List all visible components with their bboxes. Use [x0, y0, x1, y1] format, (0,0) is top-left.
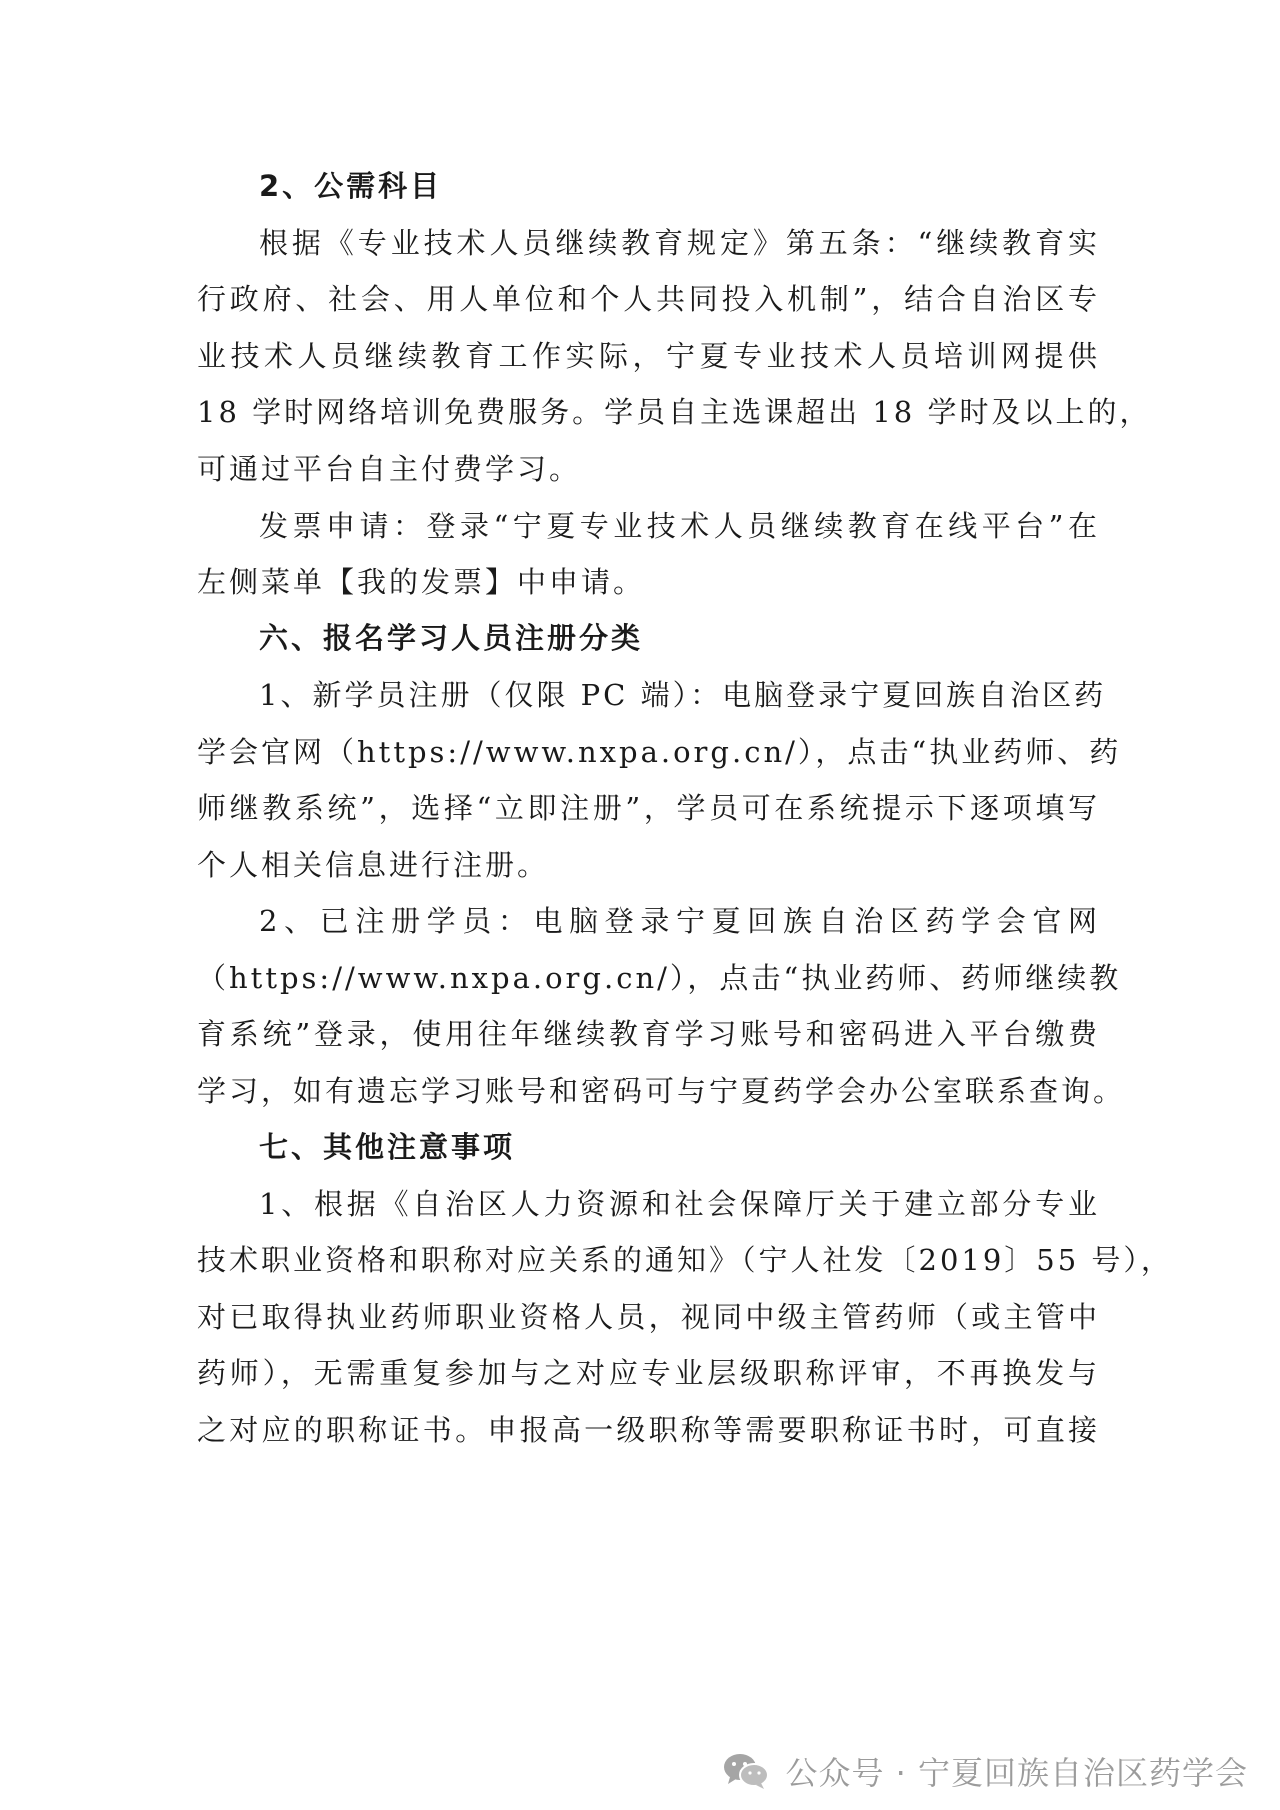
paragraph-line: 师继教系统”，选择“立即注册”，学员可在系统提示下逐项填写: [197, 791, 1100, 825]
wechat-account-watermark: [721, 1748, 1248, 1794]
wechat-icon: [721, 1751, 771, 1791]
paragraph-line: 2、已注册学员：电脑登录宁夏回族自治区药学会官网: [259, 904, 1100, 938]
paragraph-line: 对已取得执业药师职业资格人员，视同中级主管药师（或主管中: [197, 1300, 1100, 1334]
paragraph-line: 技术职业资格和职称对应关系的通知》（宁人社发〔2019〕55 号），: [197, 1243, 1173, 1277]
paragraph-line: 育系统”登录，使用往年继续教育学习账号和密码进入平台缴费: [197, 1017, 1100, 1051]
paragraph-line: 行政府、社会、用人单位和个人共同投入机制”，结合自治区专: [197, 282, 1100, 316]
paragraph-line: 左侧菜单【我的发票】中申请。: [197, 565, 646, 599]
paragraph-line: 学习，如有遗忘学习账号和密码可与宁夏药学会办公室联系查询。: [197, 1074, 1126, 1108]
paragraph-line: 根据《专业技术人员继续教育规定》第五条：“继续教育实: [259, 226, 1100, 260]
paragraph-line: 个人相关信息进行注册。: [197, 848, 550, 882]
paragraph-line: 学会官网（https://www.nxpa.org.cn/），点击“执业药师、药: [197, 735, 1122, 769]
paragraph-line: 18 学时网络培训免费服务。学员自主选课超出 18 学时及以上的，: [197, 395, 1152, 429]
paragraph-line: 发票申请：登录“宁夏专业技术人员继续教育在线平台”在: [259, 509, 1100, 543]
paragraph-line: （https://www.nxpa.org.cn/），点击“执业药师、药师继续教: [197, 961, 1122, 995]
heading-registration: 六、报名学习人员注册分类: [259, 621, 644, 655]
heading-public-subjects: 2、公需科目: [259, 169, 443, 203]
paragraph-line: 1、新学员注册（仅限 PC 端）：电脑登录宁夏回族自治区药: [259, 678, 1107, 712]
paragraph-line: 之对应的职称证书。申报高一级职称等需要职称证书时，可直接: [197, 1413, 1100, 1447]
heading-other-notes: 七、其他注意事项: [259, 1130, 516, 1164]
paragraph-line: 药师），无需重复参加与之对应专业层级职称评审，不再换发与: [197, 1356, 1100, 1390]
paragraph-line: 业技术人员继续教育工作实际，宁夏专业技术人员培训网提供: [197, 339, 1100, 373]
paragraph-line: 可通过平台自主付费学习。: [197, 452, 582, 486]
watermark-label: 公众号 · 宁夏回族自治区药学会: [785, 1754, 1248, 1792]
paragraph-line: 1、根据《自治区人力资源和社会保障厅关于建立部分专业: [259, 1187, 1100, 1221]
